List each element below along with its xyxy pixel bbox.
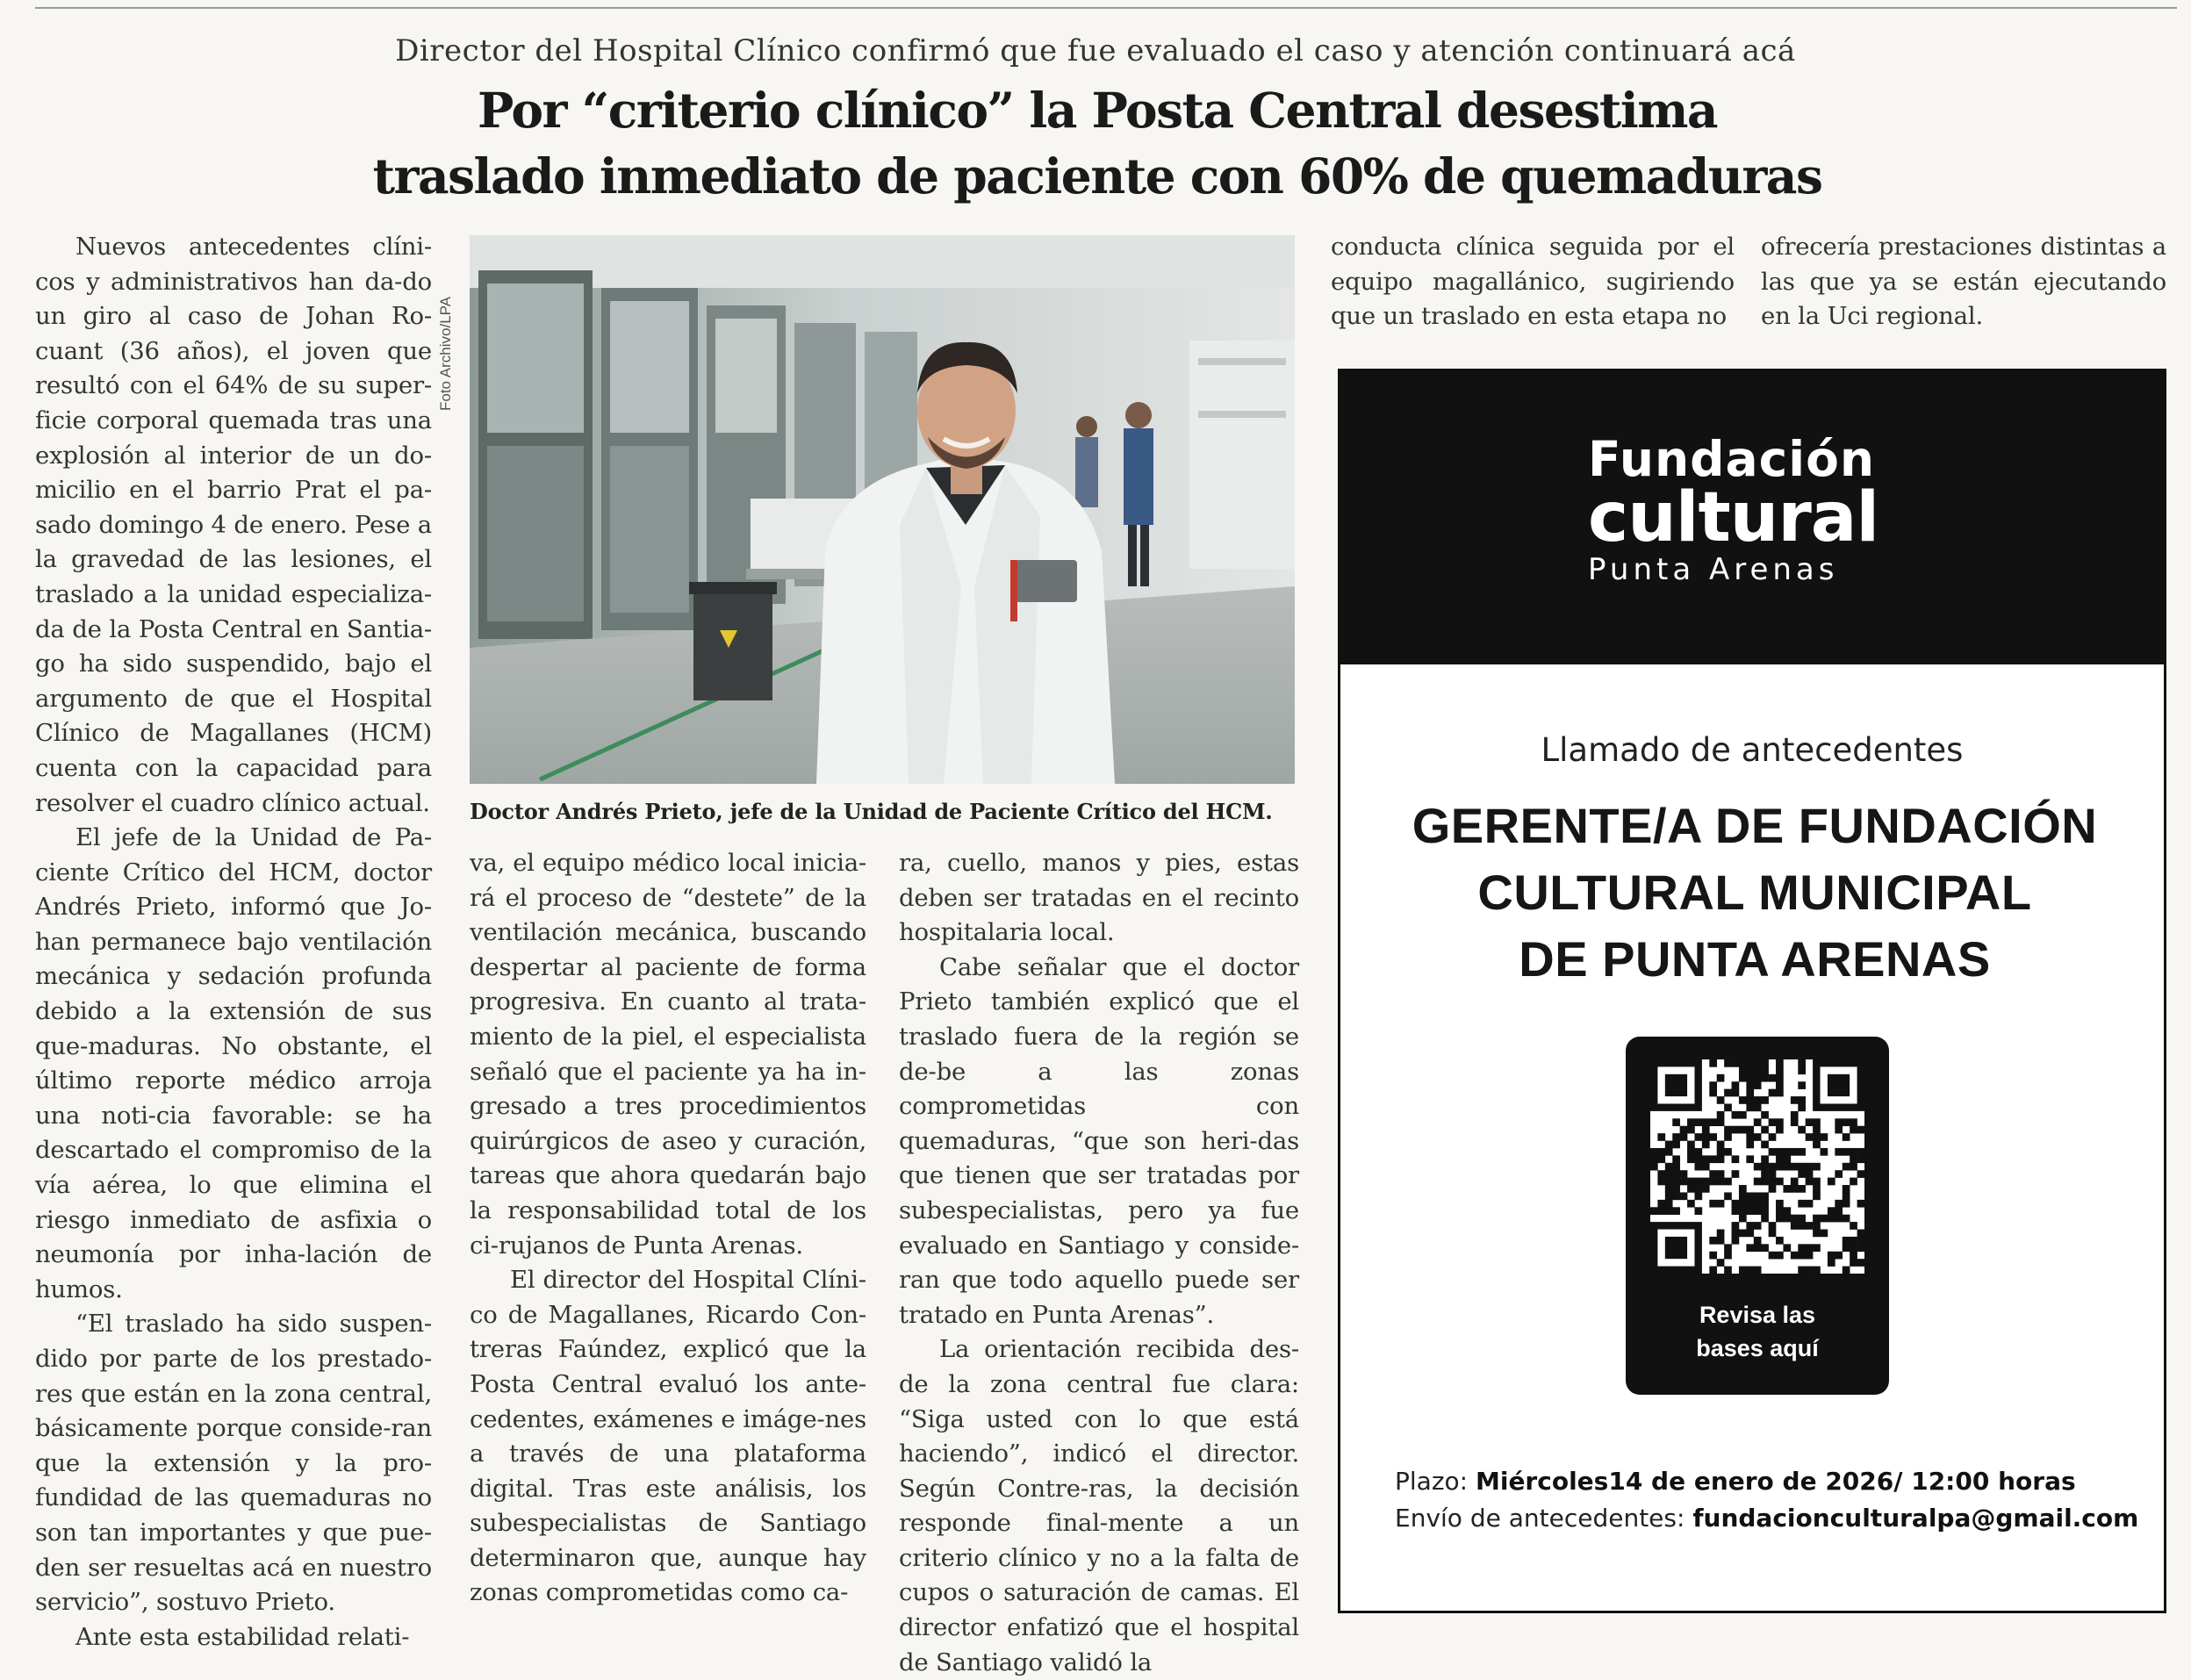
top-rule xyxy=(35,7,2177,9)
qr-label-line-2: bases aquí xyxy=(1696,1335,1819,1361)
paragraph: va, el equipo médico local inicia-rá el proceso de “destete” de la ventilación mecánica, buscando despertar al paciente de forma progresiva. En cuanto al trata-miento de la piel, el especialista señaló que el paciente ya ha in-gresado a tres procedimientos quirúrgicos de aseo y curación, tareas que ahora quedarán bajo la responsabilidad total de los ci-rujanos de Punta Arenas. xyxy=(470,849,866,1260)
send-email[interactable]: fundacionculturalpa@gmail.com xyxy=(1692,1504,2139,1533)
article-column-5 xyxy=(1761,230,2166,334)
paragraph: Cabe señalar que el doctor Prieto también explicó que el traslado fuera de la región se de-be a las zonas comprometidas con quemaduras, “que son heri-das que tienen que ser tratadas por subespecialistas, pero ya fue evaluado en Santiago y conside-ran que todo aquello puede ser tratado en Punta Arenas”. xyxy=(899,952,1299,1329)
article-column-1 xyxy=(35,230,432,1655)
article-column-4 xyxy=(1331,230,1735,334)
photo-credit: Foto Archivo/LPA xyxy=(437,296,454,411)
ad-title-line-3: DE PUNTA ARENAS xyxy=(1519,931,1991,987)
paragraph: ofrecería prestaciones distintas a las que ya se están ejecutando en la Uci regional. xyxy=(1761,233,2166,331)
headline-line-2: traslado inmediato de paciente con 60% de quemaduras xyxy=(372,147,1822,205)
qr-card[interactable] xyxy=(1626,1037,1889,1395)
doctor-photo-illustration xyxy=(470,235,1295,784)
deadline-value: Miércoles14 de enero de 2026/ 12:00 horas xyxy=(1475,1467,2076,1496)
paragraph: El director del Hospital Clíni-co de Magallanes, Ricardo Con-treras Faúndez, explicó que la Posta Central evaluó los ante-cedentes, exámenes e imáge-nes a través de una plataforma digital. Tras este análisis, los subespecialistas de Santiago determinaron que, aunque hay zonas comprometidas como ca- xyxy=(470,1266,866,1607)
article-column-2 xyxy=(470,846,866,1611)
fundacion-logo xyxy=(1588,433,1879,589)
paragraph: Nuevos antecedentes clíni-cos y administrativos han da-do un giro al caso de Johan Ro-cuant (36 años), el joven que resultó con el 64% de su super-ficie corporal quemada tras una explosión al interior de un do-micilio en el barrio Prat el pa-sado domingo 4 de enero. Pese a la gravedad de las lesiones, el traslado a la unidad especializa-da de la Posta Central en Santia-go ha sido suspendido, bajo el argumento de que el Hospital Clínico de Magallanes (HCM) cuenta con la capacidad para resolver el cuadro clínico actual. xyxy=(35,233,432,817)
paragraph: “El traslado ha sido suspen-dido por parte de los prestado-res que están en la zona central, básicamente porque conside-ran que la extensión y la pro-fundidad de las quemaduras no son tan importantes y que pue-den ser resueltas acá en nuestro servicio”, sostuvo Prieto. xyxy=(35,1310,432,1617)
logo-line-2: cultural xyxy=(1588,478,1879,557)
deadline-line xyxy=(1395,1463,2150,1500)
paragraph: La orientación recibida des-de la zona central fue clara: “Siga usted con lo que está haciendo”, indicó el director. Según Contre-ras, la decisión responde final-mente a un criterio clínico y no a la falta de cupos o saturación de camas. El director enfatizó que el hospital de Santiago validó la xyxy=(899,1335,1299,1676)
ad-title-line-2: CULTURAL MUNICIPAL xyxy=(1477,865,2032,920)
article-headline xyxy=(263,77,1931,209)
send-label: Envío de antecedentes: xyxy=(1395,1504,1693,1533)
headline-line-1: Por “criterio clínico” la Posta Central desestima xyxy=(477,82,1718,139)
fundacion-ad xyxy=(1338,369,2166,1613)
qr-label xyxy=(1626,1298,1889,1365)
ad-title-line-1: GERENTE/A DE FUNDACIÓN xyxy=(1412,798,2098,853)
paragraph: conducta clínica seguida por el equipo magallánico, sugiriendo que un traslado en esta etapa no xyxy=(1331,233,1735,331)
paragraph: El jefe de la Unidad de Pa-ciente Crítico del HCM, doctor Andrés Prieto, informó que Jo-han permanece bajo ventilación mecánica y sedación profunda debido a la extensión de sus que-maduras. No obstante, el último reporte médico arroja una noti-cia favorable: se ha descartado el compromiso de la vía aérea, lo que elimina el riesgo inmediato de asfixia o neumonía por inha-lación de humos. xyxy=(35,823,432,1303)
article-column-3 xyxy=(899,846,1299,1680)
ad-title xyxy=(1376,793,2134,993)
qr-label-line-1: Revisa las xyxy=(1699,1302,1816,1328)
ad-header xyxy=(1340,371,2164,664)
qr-code-icon[interactable] xyxy=(1650,1059,1864,1274)
logo-line-3: Punta Arenas xyxy=(1588,552,1839,587)
ad-subtitle: Llamado de antecedentes xyxy=(1541,731,1964,769)
paragraph: Ante esta estabilidad relati- xyxy=(75,1622,410,1651)
logo-line-1: Fundación xyxy=(1588,431,1876,487)
paragraph: ra, cuello, manos y pies, estas deben ser tratadas en el recinto hospitalaria local. xyxy=(899,849,1299,947)
article-photo xyxy=(470,235,1295,784)
ad-footer xyxy=(1395,1463,2150,1537)
article-kicker: Director del Hospital Clínico confirmó que fue evaluado el caso y atención continuará acá xyxy=(395,33,1796,68)
photo-caption: Doctor Andrés Prieto, jefe de la Unidad de Paciente Crítico del HCM. xyxy=(470,799,1273,824)
deadline-label: Plazo: xyxy=(1395,1467,1476,1496)
send-line xyxy=(1395,1500,2150,1537)
